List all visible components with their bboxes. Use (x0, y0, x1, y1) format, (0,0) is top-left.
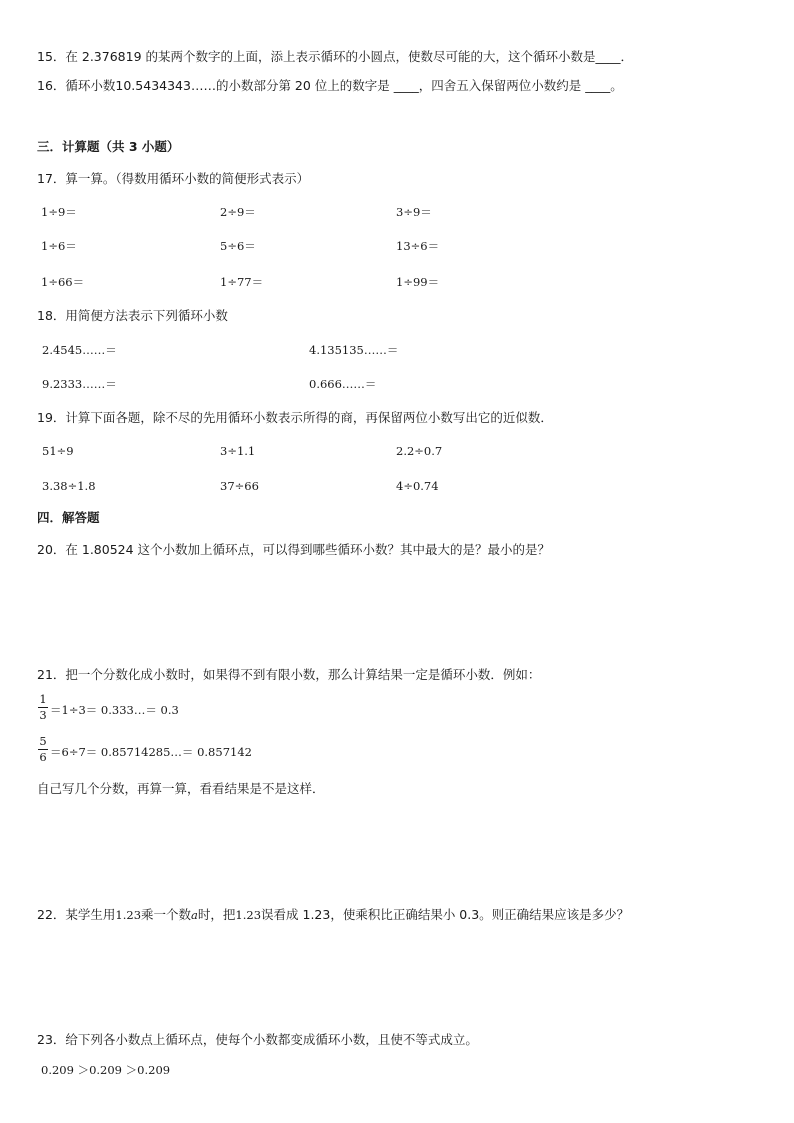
q19-item: 2.2÷0.7 (396, 444, 443, 458)
q19-item: 3÷1.1 (220, 444, 256, 458)
q19-item: 4÷0.74 (396, 479, 439, 493)
question-17: 17．算一算。（得数用循环小数的简便形式表示） (37, 171, 310, 186)
q18-item: 4.135135……＝ (309, 343, 399, 357)
fraction-numerator: 1 (39, 692, 47, 706)
q17-item: 3÷9＝ (396, 205, 432, 219)
section-4-heading: 四．解答题 (37, 510, 100, 525)
q17-item: 13÷6＝ (396, 239, 440, 253)
q21-example-1: ＝1÷3＝ 0.333…＝ 0.3 (50, 703, 179, 717)
question-16: 16．循环小数10.5434343……的小数部分第 20 位上的数字是 ____，四舍五入保留两位小数约是 ____。 (37, 78, 623, 93)
q17-item: 1÷77＝ (220, 275, 264, 289)
q19-item: 37÷66 (220, 479, 259, 493)
q23-inequality: 0.209 ＞0.209 ＞0.209 (41, 1063, 171, 1077)
q21-instruction: 自己写几个分数，再算一算，看看结果是不是这样． (37, 781, 325, 796)
q17-item: 1÷66＝ (41, 275, 85, 289)
q17-item: 1÷99＝ (396, 275, 440, 289)
question-22 (37, 907, 629, 923)
q22-repeating-number: 1.23 (235, 908, 262, 922)
fraction-denominator: 6 (39, 750, 47, 764)
q17-item: 2÷9＝ (220, 205, 256, 219)
q22-part: 乘一个数 (141, 907, 192, 922)
q18-item: 9.2333……＝ (42, 377, 117, 391)
q22-part: 误看成 1.23，使乘积比正确结果小 0.3。则正确结果应该是多少？ (261, 907, 630, 922)
q17-item: 5÷6＝ (220, 239, 256, 253)
fraction-numerator: 5 (39, 734, 47, 748)
q18-item: 0.666……＝ (309, 377, 377, 391)
section-3-heading: 三．计算题（共 3 小题） (37, 139, 180, 154)
fraction-five-sixths (38, 735, 48, 764)
q22-repeating-number: 1.23 (115, 908, 142, 922)
q22-part: 22．某学生用 (37, 907, 116, 922)
q22-part: 时，把 (197, 907, 236, 922)
question-23: 23．给下列各小数点上循环点，使每个小数都变成循环小数，且使不等式成立。 (37, 1032, 478, 1047)
question-18: 18．用简便方法表示下列循环小数 (37, 308, 228, 323)
q17-item: 1÷6＝ (41, 239, 77, 253)
fraction-one-third (38, 693, 48, 722)
question-20: 20．在 1.80524 这个小数加上循环点，可以得到哪些循环小数？其中最大的是？最小的是？ (37, 542, 551, 557)
question-19: 19．计算下面各题，除不尽的先用循环小数表示所得的商，再保留两位小数写出它的近似数． (37, 410, 553, 425)
fraction-denominator: 3 (39, 708, 47, 722)
q21-example-2: ＝6÷7＝ 0.85714285…＝ 0.857142 (50, 745, 252, 759)
q17-item: 1÷9＝ (41, 205, 77, 219)
q19-item: 51÷9 (42, 444, 74, 458)
q18-item: 2.4545……＝ (42, 343, 117, 357)
question-15: 15．在 2.376819 的某两个数字的上面，添上表示循环的小圆点，使数尽可能的大，这个循环小数是____． (37, 49, 633, 64)
q22-variable: a (191, 908, 198, 922)
question-21: 21．把一个分数化成小数时，如果得不到有限小数，那么计算结果一定是循环小数．例如： (37, 667, 541, 682)
q19-item: 3.38÷1.8 (42, 479, 96, 493)
